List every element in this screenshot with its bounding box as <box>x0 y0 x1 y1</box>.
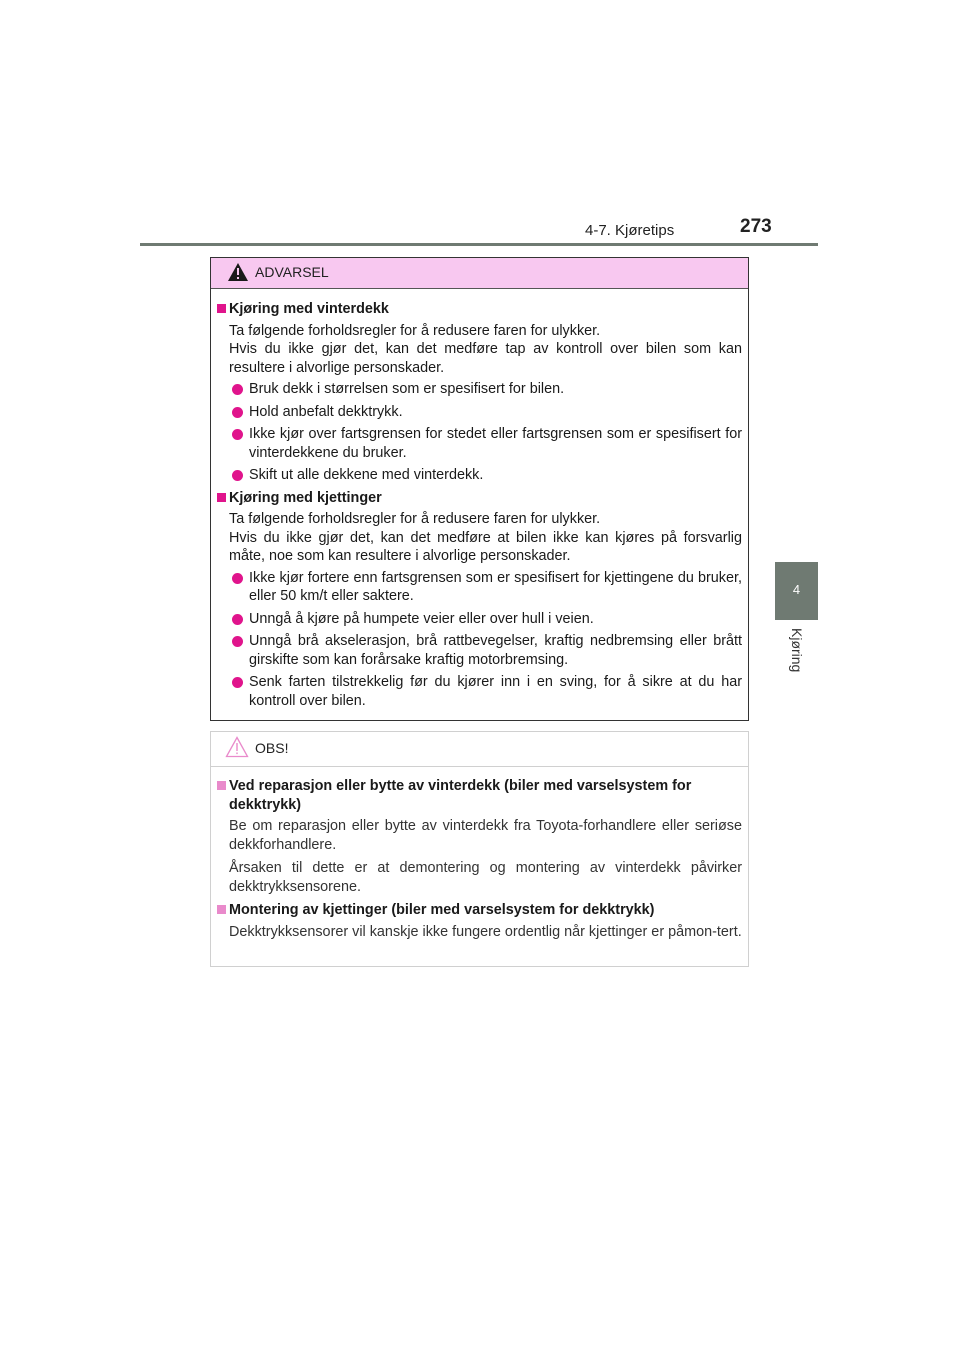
square-bullet-icon <box>217 304 226 313</box>
notice-content <box>211 767 748 941</box>
paragraph: Be om reparasjon eller bytte av vinterdekk fra Toyota-forhandlere eller seriøse dekkforhandlere. <box>229 818 742 853</box>
section-heading: Kjøring med vinterdekk <box>217 300 742 319</box>
circle-bullet-icon <box>232 573 243 584</box>
list-item: Skift ut alle dekkene med vinterdekk. <box>217 466 742 485</box>
warning-header <box>211 258 748 289</box>
circle-bullet-icon <box>232 677 243 688</box>
list-item: Bruk dekk i størrelsen som er spesifisert for bilen. <box>217 380 742 399</box>
notice-title: OBS! <box>255 740 289 756</box>
circle-bullet-icon <box>232 407 243 418</box>
paragraph: Årsaken til dette er at demontering og montering av vinterdekk påvirker dekktrykksensorene. <box>229 860 742 895</box>
list-item: Senk farten tilstrekkelig før du kjører inn i en sving, for å sikre at du har kontroll over bilen. <box>217 673 742 710</box>
page-number: 273 <box>740 216 772 237</box>
square-bullet-icon <box>217 781 226 790</box>
warning-title: ADVARSEL <box>255 264 329 280</box>
section-heading: Montering av kjettinger (biler med varselsystem for dekktrykk) <box>217 901 742 920</box>
paragraph: Ta følgende forholdsregler for å redusere faren for ulykker. Hvis du ikke gjør det, kan det medføre at bilen ikke kan kjøres på forsvarlig måte, noe som kan resultere i alvorlige personskader. <box>229 511 742 564</box>
circle-bullet-icon <box>232 384 243 395</box>
header-rule <box>140 243 818 246</box>
paragraph: Dekktrykksensorer vil kanskje ikke fungere ordentlig når kjettinger er påmon-tert. <box>229 923 742 940</box>
section-heading: Ved reparasjon eller bytte av vinterdekk (biler med varselsystem for dekktrykk) <box>217 777 742 814</box>
warning-box <box>210 257 749 721</box>
list-item: Hold anbefalt dekktrykk. <box>217 403 742 422</box>
section-heading: Kjøring med kjettinger <box>217 489 742 508</box>
square-bullet-icon <box>217 905 226 914</box>
notice-box <box>210 731 749 967</box>
warning-icon <box>227 262 249 282</box>
list-item: Unngå å kjøre på humpete veier eller over hull i veien. <box>217 610 742 629</box>
square-bullet-icon <box>217 493 226 502</box>
chapter-label: Kjøring <box>789 628 805 673</box>
chapter-number: 4 <box>792 582 801 597</box>
circle-bullet-icon <box>232 429 243 440</box>
warning-content <box>211 289 748 710</box>
list-item: Ikke kjør over fartsgrensen for stedet eller fartsgrensen som er spesifisert for vinterdekkene du bruker. <box>217 425 742 462</box>
circle-bullet-icon <box>232 636 243 647</box>
list-item: Unngå brå akselerasjon, brå rattbevegelser, kraftig nedbremsing eller brått girskifte som kan forårsake kraftig motorbremsing. <box>217 632 742 669</box>
list-item: Ikke kjør fortere enn fartsgrensen som er spesifisert for kjettingene du bruker, eller 50 km/t eller saktere. <box>217 569 742 606</box>
paragraph: Ta følgende forholdsregler for å redusere faren for ulykker. Hvis du ikke gjør det, kan det medføre tap av kontroll over bilen som kan resultere i alvorlige personskader. <box>229 322 742 376</box>
chapter-tab <box>775 562 818 620</box>
circle-bullet-icon <box>232 470 243 481</box>
circle-bullet-icon <box>232 614 243 625</box>
notice-header <box>211 732 748 767</box>
caution-icon <box>225 736 249 758</box>
section-title: 4-7. Kjøretips <box>585 222 675 239</box>
